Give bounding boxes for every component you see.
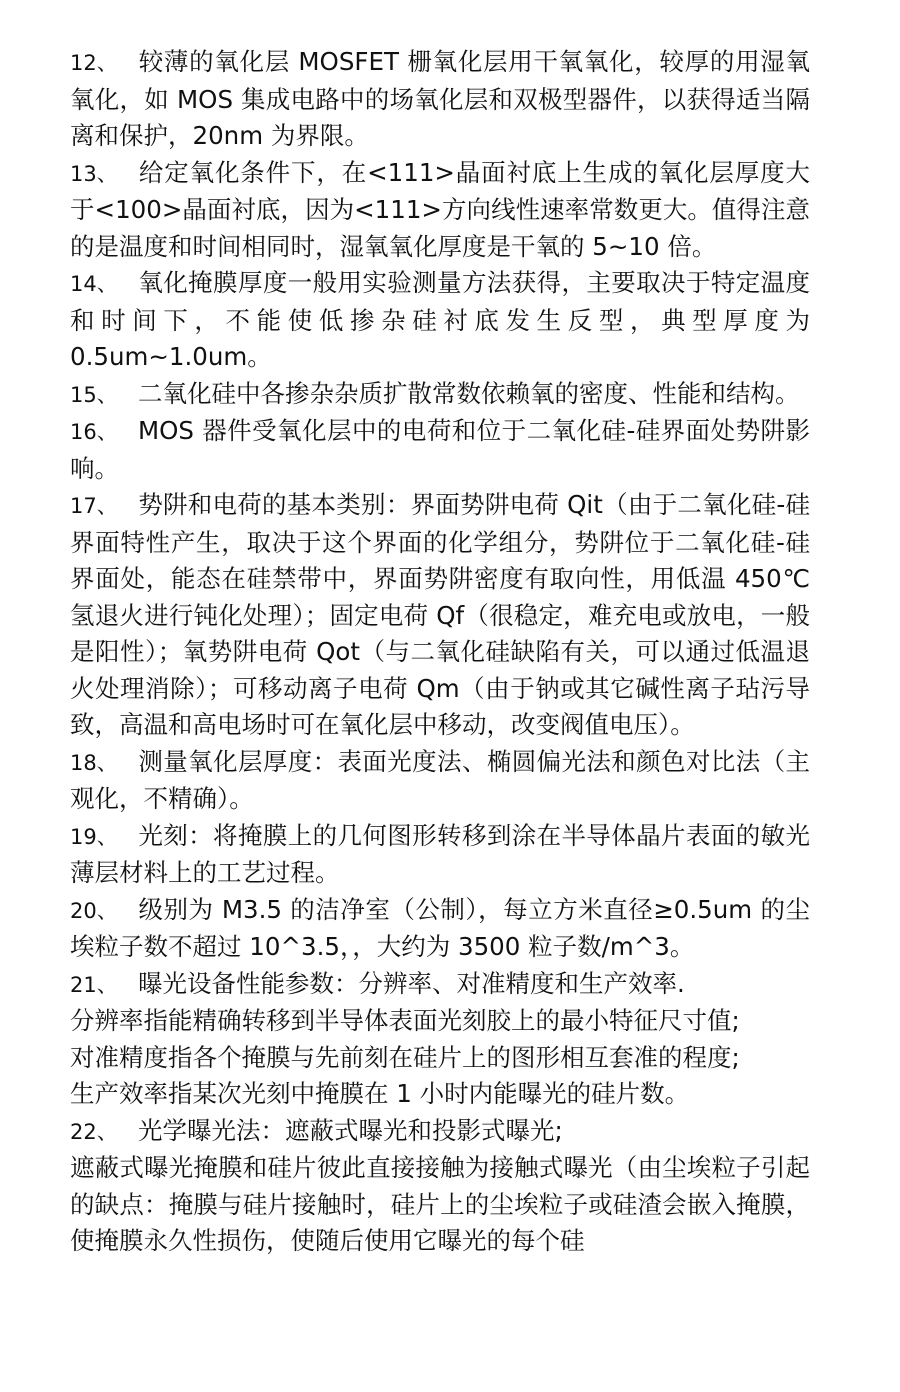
- item-text: 级别为 M3.5 的洁净室（公制），每立方米直径≥0.5um 的尘埃粒子数不超过 10^3.5，，大约为 3500 粒子数/m^3。: [70, 894, 810, 961]
- list-item-21: [70, 966, 810, 1004]
- item-number: 21、: [70, 972, 118, 997]
- item-number: 12、: [70, 51, 118, 75]
- list-item-22: [70, 1113, 810, 1151]
- item-text: 二氧化硅中各掺杂杂质扩散常数依赖氧的密度、性能和结构。: [138, 378, 800, 408]
- list-item-17: [70, 487, 810, 744]
- item-text: 测量氧化层厚度：表面光度法、椭圆偏光法和颜色对比法（主观化，不精确）。: [70, 746, 810, 813]
- document-page: [70, 44, 810, 1260]
- item-text: 曝光设备性能参数：分辨率、对准精度和生产效率.: [138, 968, 685, 998]
- item-number: 17、: [70, 494, 118, 518]
- list-item-18: [70, 744, 810, 818]
- paragraph-throughput: 生产效率指某次光刻中掩膜在 1 小时内能曝光的硅片数。: [70, 1079, 690, 1108]
- item-number: 20、: [70, 898, 118, 923]
- item-number: 13、: [70, 161, 118, 186]
- item-number: 15、: [70, 382, 118, 407]
- list-item-16: [70, 413, 810, 487]
- paragraph-shadow-exposure: 遮蔽式曝光掩膜和硅片彼此直接接触为接触式曝光（由尘埃粒子引起的缺点：掩膜与硅片接触时，硅片上的尘埃粒子或硅渣会嵌入掩膜，使掩膜永久性损伤，使随后使用它曝光的每个硅: [70, 1153, 810, 1255]
- list-item-15: [70, 376, 810, 414]
- list-item-14: [70, 265, 810, 376]
- item-text: 氧化掩膜厚度一般用实验测量方法获得，主要取决于特定温度和时间下，不能使低掺杂硅衬底发生反型，典型厚度为 0.5um~1.0um。: [70, 268, 810, 371]
- item-text: 较薄的氧化层 MOSFET 栅氧化层用干氧氧化，较厚的用湿氧氧化，如 MOS 集成电路中的场氧化层和双极型器件，以获得适当隔离和保护，20nm 为界限。: [70, 47, 810, 150]
- paragraph-resolution: 分辨率指能精确转移到半导体表面光刻胶上的最小特征尺寸值;: [70, 1006, 740, 1035]
- list-item-13: [70, 155, 810, 266]
- item-number: 14、: [70, 272, 118, 296]
- item-number: 18、: [70, 750, 118, 775]
- item-text: 给定氧化条件下，在<111>晶面衬底上生成的氧化层厚度大于<100>晶面衬底，因为<111>方向线性速率常数更大。值得注意的是温度和时间相同时，湿氧氧化厚度是干氧的 5~10 倍。: [70, 157, 810, 261]
- item-text: 光刻：将掩膜上的几何图形转移到涂在半导体晶片表面的敏光薄层材料上的工艺过程。: [70, 820, 810, 887]
- paragraph-alignment: 对准精度指各个掩膜与先前刻在硅片上的图形相互套准的程度;: [70, 1042, 740, 1072]
- list-item-12: [70, 44, 810, 155]
- list-item-19: [70, 818, 810, 892]
- list-item-20: [70, 892, 810, 966]
- item-text: MOS 器件受氧化层中的电荷和位于二氧化硅-硅界面处势阱影响。: [70, 416, 810, 483]
- item-number: 19、: [70, 824, 118, 849]
- item-text: 光学曝光法：遮蔽式曝光和投影式曝光;: [138, 1115, 563, 1145]
- item-number: 22、: [70, 1119, 118, 1144]
- item-text: 势阱和电荷的基本类别：界面势阱电荷 Qit（由于二氧化硅-硅界面特性产生，取决于这个界面的化学组分，势阱位于二氧化硅-硅界面处，能态在硅禁带中，界面势阱密度有取向性，用低温 450℃氢退火进行钝化处理）；固定电荷 Qf（很稳定，难充电或放电，一般是阳性）；氧势阱电荷 Qot（与二氧化硅缺陷有关，可以通过低温退火处理消除）；可移动离子电荷 Qm（由于钠或其它碱性离子玷污导致，高温和高电场时可在氧化层中移动，改变阀值电压）。: [70, 490, 810, 739]
- item-number: 16、: [70, 420, 118, 444]
